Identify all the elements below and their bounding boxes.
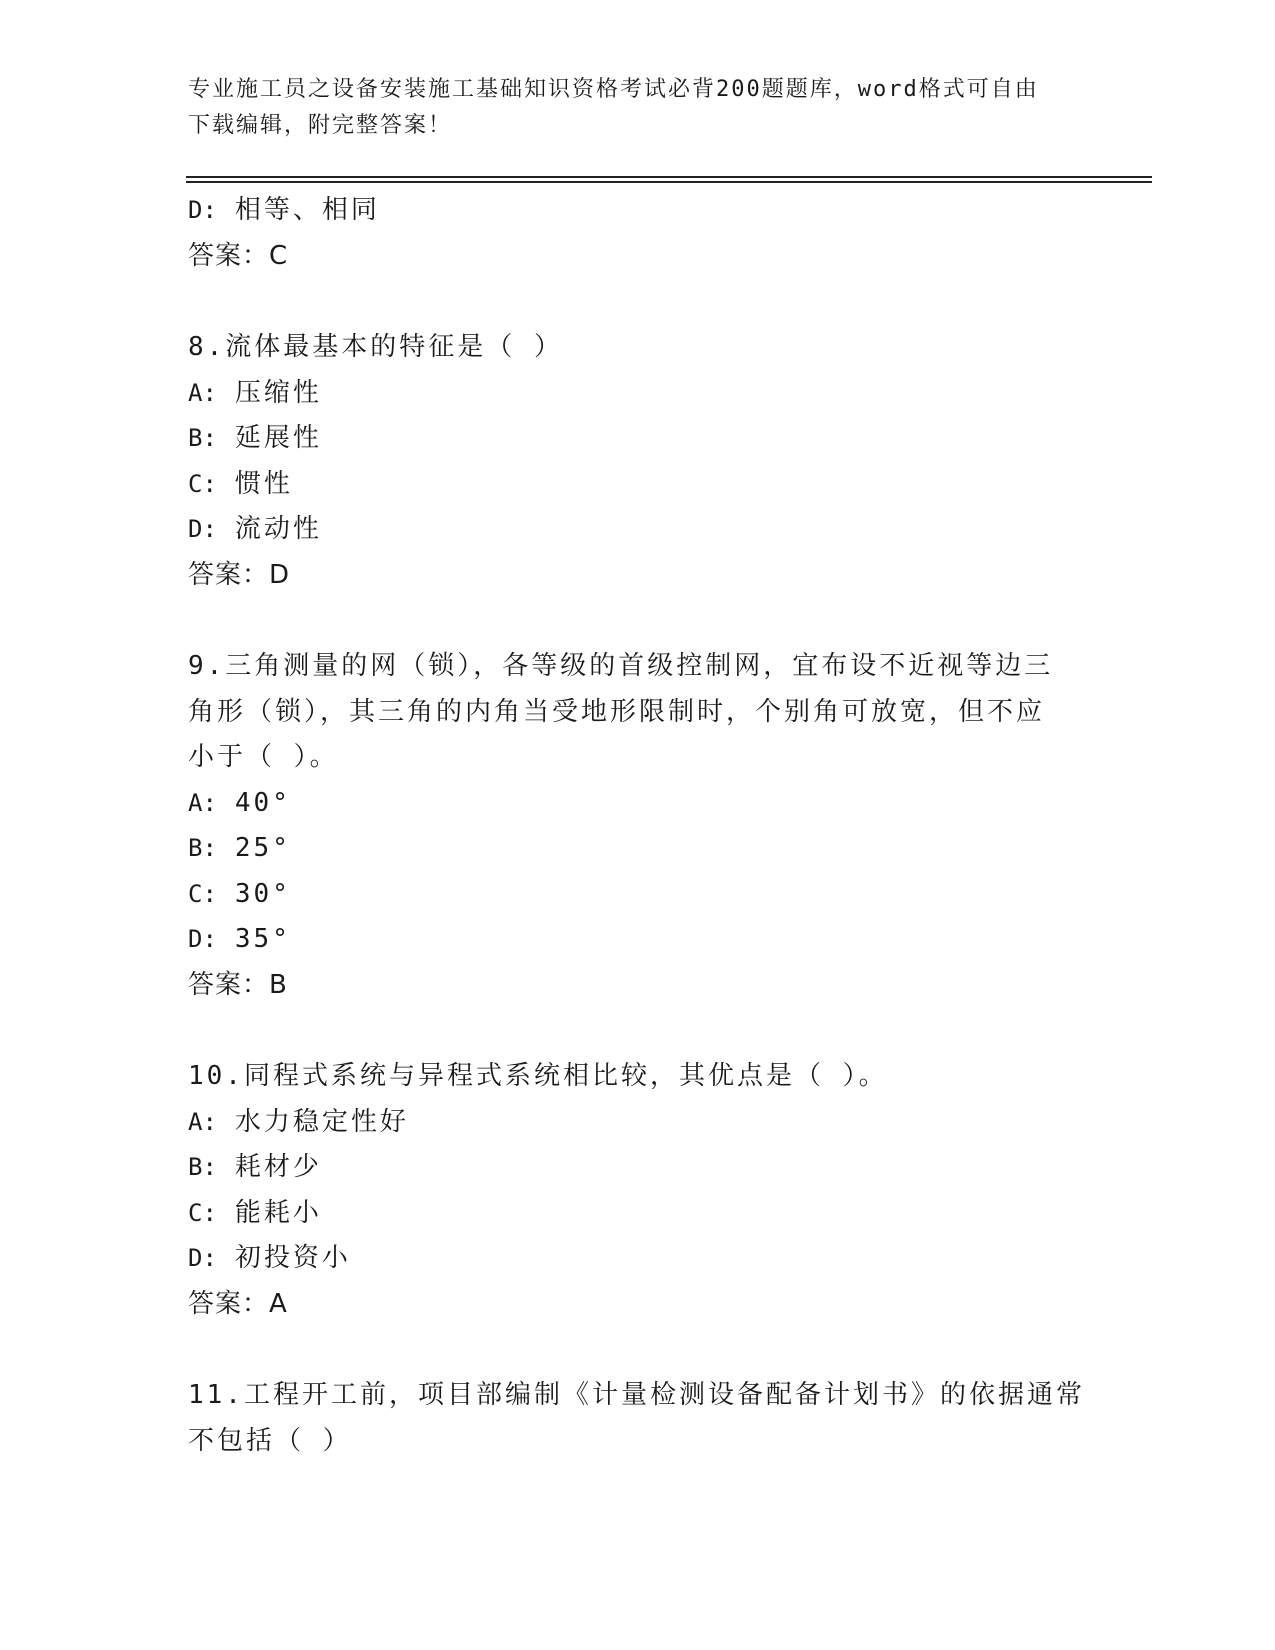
option-label: B: bbox=[188, 834, 217, 862]
header-title-line-1: 专业施工员之设备安装施工基础知识资格考试必背200题题库，word格式可自由 bbox=[188, 77, 1039, 102]
option-c bbox=[188, 1191, 1088, 1237]
option-text: 35° bbox=[234, 924, 291, 954]
question-list bbox=[188, 188, 1088, 1464]
option-text: 耗材少 bbox=[234, 1152, 322, 1182]
option-label: D: bbox=[188, 925, 217, 953]
option-c bbox=[188, 462, 1088, 508]
option-text: 压缩性 bbox=[234, 377, 322, 408]
option-label: B: bbox=[188, 1153, 217, 1181]
option-text: 延展性 bbox=[234, 423, 322, 453]
option-d bbox=[188, 188, 1088, 234]
document-header bbox=[188, 72, 1068, 144]
option-a bbox=[188, 781, 1088, 827]
option-label: C: bbox=[188, 1198, 217, 1227]
option-d bbox=[188, 1236, 1088, 1282]
option-text: 相等、相同 bbox=[234, 195, 380, 225]
header-title-line-2: 下载编辑，附完整答案！ bbox=[188, 113, 453, 138]
option-b bbox=[188, 1145, 1088, 1191]
answer-line: 答案：D bbox=[188, 559, 291, 590]
option-text: 40° bbox=[234, 787, 291, 818]
answer-line: 答案：B bbox=[188, 969, 288, 1000]
question-fragment bbox=[188, 188, 1088, 279]
option-text: 流动性 bbox=[234, 514, 322, 544]
question-10 bbox=[188, 1054, 1088, 1327]
option-label: D: bbox=[188, 515, 217, 543]
option-label: A: bbox=[188, 1107, 217, 1136]
option-d bbox=[188, 917, 1088, 963]
option-text: 30° bbox=[234, 878, 291, 909]
option-label: D: bbox=[188, 1244, 217, 1272]
option-a bbox=[188, 371, 1088, 417]
question-8 bbox=[188, 325, 1088, 598]
option-label: A: bbox=[188, 788, 217, 817]
option-label: B: bbox=[188, 424, 217, 452]
option-text: 25° bbox=[234, 833, 291, 863]
option-d bbox=[188, 507, 1088, 553]
option-text: 能耗小 bbox=[234, 1197, 322, 1228]
option-text: 初投资小 bbox=[234, 1243, 351, 1273]
option-c bbox=[188, 872, 1088, 918]
header-double-rule bbox=[186, 176, 1152, 183]
question-stem: 11.工程开工前，项目部编制《计量检测设备配备计划书》的依据通常 不包括（ ） bbox=[188, 1380, 1085, 1456]
option-text: 惯性 bbox=[234, 468, 293, 499]
option-label: C: bbox=[188, 469, 217, 498]
option-b bbox=[188, 826, 1088, 872]
option-a bbox=[188, 1100, 1088, 1146]
option-b bbox=[188, 416, 1088, 462]
question-11 bbox=[188, 1373, 1088, 1464]
option-label: C: bbox=[188, 879, 217, 908]
option-label: D: bbox=[188, 196, 217, 224]
option-text: 水力稳定性好 bbox=[234, 1106, 409, 1137]
question-stem: 9.三角测量的网（锁），各等级的首级控制网，宜布设不近视等边三 角形（锁），其三角的内角当受地形限制时，个别角可放宽，但不应 小于（ ）。 bbox=[188, 651, 1054, 772]
option-label: A: bbox=[188, 378, 217, 407]
question-9 bbox=[188, 644, 1088, 1008]
question-stem: 8.流体最基本的特征是（ ） bbox=[188, 332, 563, 362]
question-stem: 10.同程式系统与异程式系统相比较，其优点是（ ）。 bbox=[188, 1061, 888, 1091]
answer-line: 答案：A bbox=[188, 1288, 288, 1319]
answer-line: 答案：C bbox=[188, 240, 289, 271]
